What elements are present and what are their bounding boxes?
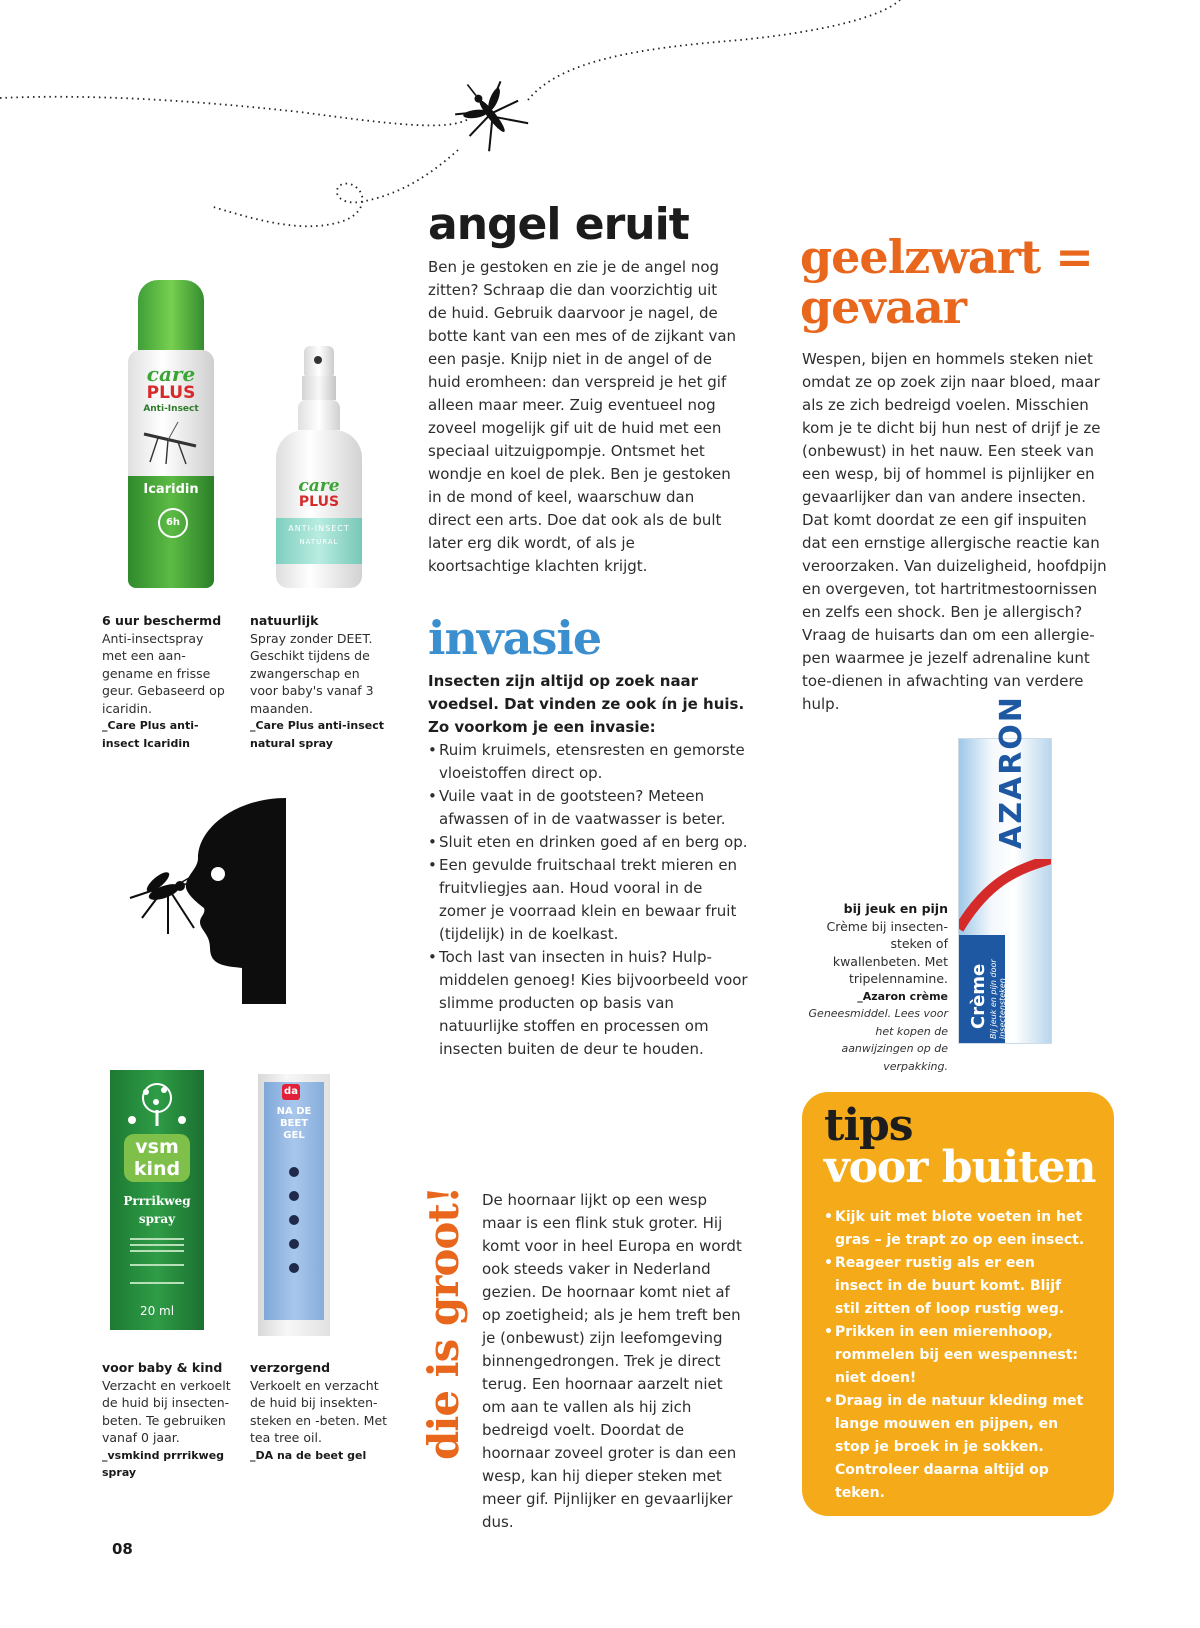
angel-body: Ben je gestoken en zie je de angel nog zitten? Schraap die dan voorzichtig uit de huid. Gebruik daarvoor je nagel, de botte kant van een mes of de zijkant van een pasje. Knijp niet in de angel of de huid eromheen: dan verspreid je het gif alleen maar meer. Zuig eventueel nog zoveel mogelijk gif uit de huid met een speciaal uitzuigpompje. Ontsmet het wondje en koel de plek. Ben je gestoken in de mond of keel, waarschuw dan direct een arts. Doe dat ook als de bult later erg dik wordt, of als je koortsachtige klachten krijgt. xyxy=(428,258,737,575)
groot-title xyxy=(419,1186,468,1460)
azaron-creme-label: Crème xyxy=(968,963,989,1029)
caption-text: Crème bij insecten-steken of kwallenbeten. Met tripelennamine. xyxy=(826,918,948,986)
tips-title-line2: voor buiten xyxy=(824,1142,1096,1193)
azaron-sub-label: Bij jeuk en pijn door insectensteken xyxy=(989,959,1007,1039)
careplus-icaridin-image xyxy=(128,280,214,588)
caption-da-gel xyxy=(250,1359,388,1464)
groot-body: De hoornaar lijkt op een wesp maar is een flink stuk groter. Hij komt voor in heel Europa en wordt ook steeds vaker in Nederland gezien. De hoornaar komt niet af op zoetigheid; als je hem treft ben je (onbewust) zijn leefomgeving binnengedrongen. Trek je direct terug. Een hoornaar aarzelt niet om aan te vallen als hij zich bedreigd voelt. Doordat de hoornaar zoveel groter is dan een wesp, kan hij dieper steken met meer gif. Pijnlijker en gevaarlijker dus. xyxy=(482,1191,742,1531)
list-item: • Draag in de natuur kleding met lange mouwen en pijpen, en stop je broek in je sokken. Controleer daarna altijd op teken. xyxy=(824,1390,1086,1505)
list-item: • Ruim kruimels, etensresten en gemorste vloeistoffen direct op. xyxy=(428,739,748,785)
caption-source: _DA na de beet gel xyxy=(250,1448,367,1462)
list-item: • Prikken in een mierenhoop, rommelen bij een wespennest: niet doen! xyxy=(824,1321,1086,1390)
page-number: 08 xyxy=(112,1540,133,1558)
caption-text: Verzacht en verkoelt de huid bij insecten-beten. Te gebruiken vanaf 0 jaar. xyxy=(102,1377,231,1445)
list-item: • Vuile vaat in de gootsteen? Meteen afwassen of in de vaatwasser is beter. xyxy=(428,785,748,831)
geelzwart-title-line2: gevaar xyxy=(800,280,967,334)
pack-volume: 20 ml xyxy=(139,1304,175,1318)
caption-text: Spray zonder DEET. Geschikt tijdens de zwangerschap en voor baby's vanaf 3 maanden. xyxy=(250,630,374,716)
caption-heading: verzorgend xyxy=(250,1360,331,1375)
invasie-intro: Insecten zijn altijd op zoek naar voedsel. Dat vinden ze ook ín je huis. Zo voorkom je een invasie: xyxy=(428,672,745,736)
pack-line2: BEET xyxy=(279,1118,309,1129)
tips-title-line1: tips xyxy=(824,1100,913,1151)
azaron-swoosh-icon xyxy=(959,859,1051,939)
list-item: • Een gevulde fruitschaal trekt mieren en fruitvliegjes aan. Houd vooral in de zomer je voorraad klein en bewaar fruit (tijdelijk) in de koelkast. xyxy=(428,854,748,946)
groot-title-part1: die is xyxy=(419,1326,468,1460)
caption-azaron xyxy=(800,900,948,1075)
insect-icons xyxy=(278,1164,310,1284)
dotted-flight-path xyxy=(0,97,470,126)
geelzwart-title xyxy=(800,232,1093,332)
pack-name: Prrrikweg xyxy=(123,1194,191,1208)
caption-careplus-icaridin xyxy=(102,612,232,752)
tree-logo-icon xyxy=(124,1080,190,1130)
mosquito-pack-icon xyxy=(138,418,204,466)
pack-sub: spray xyxy=(138,1212,176,1226)
tips-box xyxy=(802,1092,1114,1516)
groot-title-part2: groot! xyxy=(419,1186,468,1327)
caption-source: _Azaron crème xyxy=(857,989,948,1003)
list-item: • Toch last van insecten in huis? Hulp-middelen genoeg! Kies bijvoorbeeld voor slimme producten op basis van natuurlijke stoffen en processen om insecten buiten de deur te houden. xyxy=(428,946,748,1061)
da-gel-image xyxy=(258,1074,330,1336)
invasie-list xyxy=(428,739,748,1061)
caption-source: _Care Plus anti-insect Icaridin xyxy=(102,719,199,750)
caption-source: _Care Plus anti-insect natural spray xyxy=(250,719,384,750)
list-item: • Kijk uit met blote voeten in het gras – je trapt zo op een insect. xyxy=(824,1206,1086,1252)
caption-source: _vsmkind prrrikweg spray xyxy=(102,1448,225,1479)
caption-careplus-natural xyxy=(250,612,390,752)
pack-brand2: PLUS xyxy=(298,494,340,510)
pack-line1: NA DE xyxy=(276,1106,312,1117)
pack-brand1: vsm xyxy=(135,1136,179,1158)
pack-brand2: kind xyxy=(133,1158,181,1180)
eye-icon xyxy=(211,867,225,881)
pack-line3: GEL xyxy=(283,1130,305,1141)
caption-note: Geneesmiddel. Lees voor het kopen de aanwijzingen op de verpakking. xyxy=(808,1007,948,1073)
dotted-flight-path-tail xyxy=(528,0,900,100)
invasie-title: invasie xyxy=(428,611,602,665)
caption-text: Anti-insectspray met een aan-gename en frisse geur. Gebaseerd op icaridin. xyxy=(102,630,225,716)
geelzwart-body: Wespen, bijen en hommels steken niet omdat ze op zoek zijn naar bloed, maar als ze zich bedreigd voelen. Misschien kom je te dicht bij hun nest of drijf je ze (onbewust) in het nauw. Een steek van een wesp, bij of hommel is pijnlijker en gevaarlijker dan van andere insecten. Dat komt doordat ze een gif inspuiten dat een ernstige allergische reactie kan veroorzaken. Van duizeligheid, hoofdpijn en overgeven, tot hartritmestoornissen en zelfs een shock. Ben je allergisch? Vraag de huisarts dan om een allergie-pen waarmee je jezelf adrenaline kunt toe-dienen in afwachting van verdere hulp. xyxy=(802,350,1107,713)
caption-heading: natuurlijk xyxy=(250,613,319,628)
pack-brand1: care xyxy=(298,476,340,496)
caption-text: Verkoelt en verzacht de huid bij insekten-steken en -beten. Met tea tree oil. xyxy=(250,1377,388,1445)
careplus-natural-image xyxy=(276,346,362,588)
tips-list xyxy=(824,1206,1086,1505)
caption-heading: 6 uur beschermd xyxy=(102,613,222,628)
face-silhouette xyxy=(186,798,286,1004)
mosquito-icon xyxy=(444,66,533,157)
pack-label: ANTI-INSECT xyxy=(288,524,350,533)
dotted-flight-loop xyxy=(210,150,458,226)
list-item: • Reageer rustig als er een insect in de buurt komt. Blijf stil zitten of loop rustig weg. xyxy=(824,1252,1086,1321)
pack-logo: da xyxy=(282,1084,300,1100)
caption-heading: voor baby & kind xyxy=(102,1360,223,1375)
pack-band: Icaridin xyxy=(143,482,199,497)
pack-sub: NATURAL xyxy=(299,538,339,546)
vsmkind-image xyxy=(110,1070,204,1330)
face-mosquito-illustration xyxy=(126,798,296,1004)
geelzwart-title-line1: geelzwart = xyxy=(800,230,1093,284)
angel-title: angel eruit xyxy=(428,199,689,250)
azaron-image: AZARON Crème Bij jeuk en pijn door insectensteken xyxy=(958,738,1052,1044)
pack-badge: 6h xyxy=(158,508,188,538)
pack-brand1: care xyxy=(146,362,196,386)
caption-heading: bij jeuk en pijn xyxy=(843,901,948,916)
caption-vsmkind xyxy=(102,1359,238,1482)
pack-sub: Anti-Insect xyxy=(143,404,199,414)
list-item: • Sluit eten en drinken goed af en berg op. xyxy=(428,831,748,854)
pack-brand2: PLUS xyxy=(146,383,196,403)
